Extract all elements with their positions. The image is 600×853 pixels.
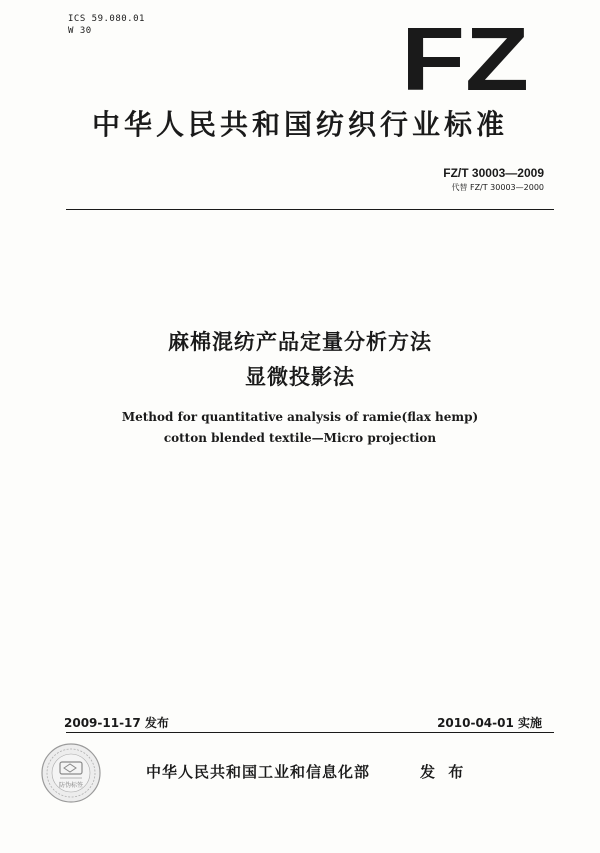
document-title-cn-line1: 麻棉混纺产品定量分析方法 [168, 330, 432, 354]
classification-block [68, 13, 145, 37]
footer-divider [66, 732, 554, 733]
fz-logo [400, 18, 530, 96]
effective-date: 2010-04-01 实施 [437, 716, 542, 730]
classification-code: W 30 [68, 26, 92, 36]
replaces-standard: 代替 FZ/T 30003—2000 [451, 183, 544, 192]
header-divider [66, 209, 554, 210]
fz-logo-text: FZ [401, 18, 529, 96]
document-title-en-line2: cotton blended textile—Micro projection [163, 431, 437, 445]
ics-code: ICS 59.080.01 [68, 14, 145, 24]
standard-category-title: 中华人民共和国纺织行业标准 [91, 108, 508, 141]
anti-counterfeit-seal-icon [40, 742, 102, 804]
issue-date: 2009-11-17 发布 [64, 716, 169, 730]
issue-label: 发 布 [420, 763, 468, 781]
document-title-cn-line2: 显微投影法 [245, 365, 355, 389]
document-title-en-line1: Method for quantitative analysis of ramie(flax hemp) [121, 410, 479, 424]
standard-number: FZ/T 30003—2009 [443, 166, 544, 180]
seal-label: 防伪标签 [58, 782, 84, 789]
issuing-authority: 中华人民共和国工业和信息化部 [146, 763, 371, 781]
